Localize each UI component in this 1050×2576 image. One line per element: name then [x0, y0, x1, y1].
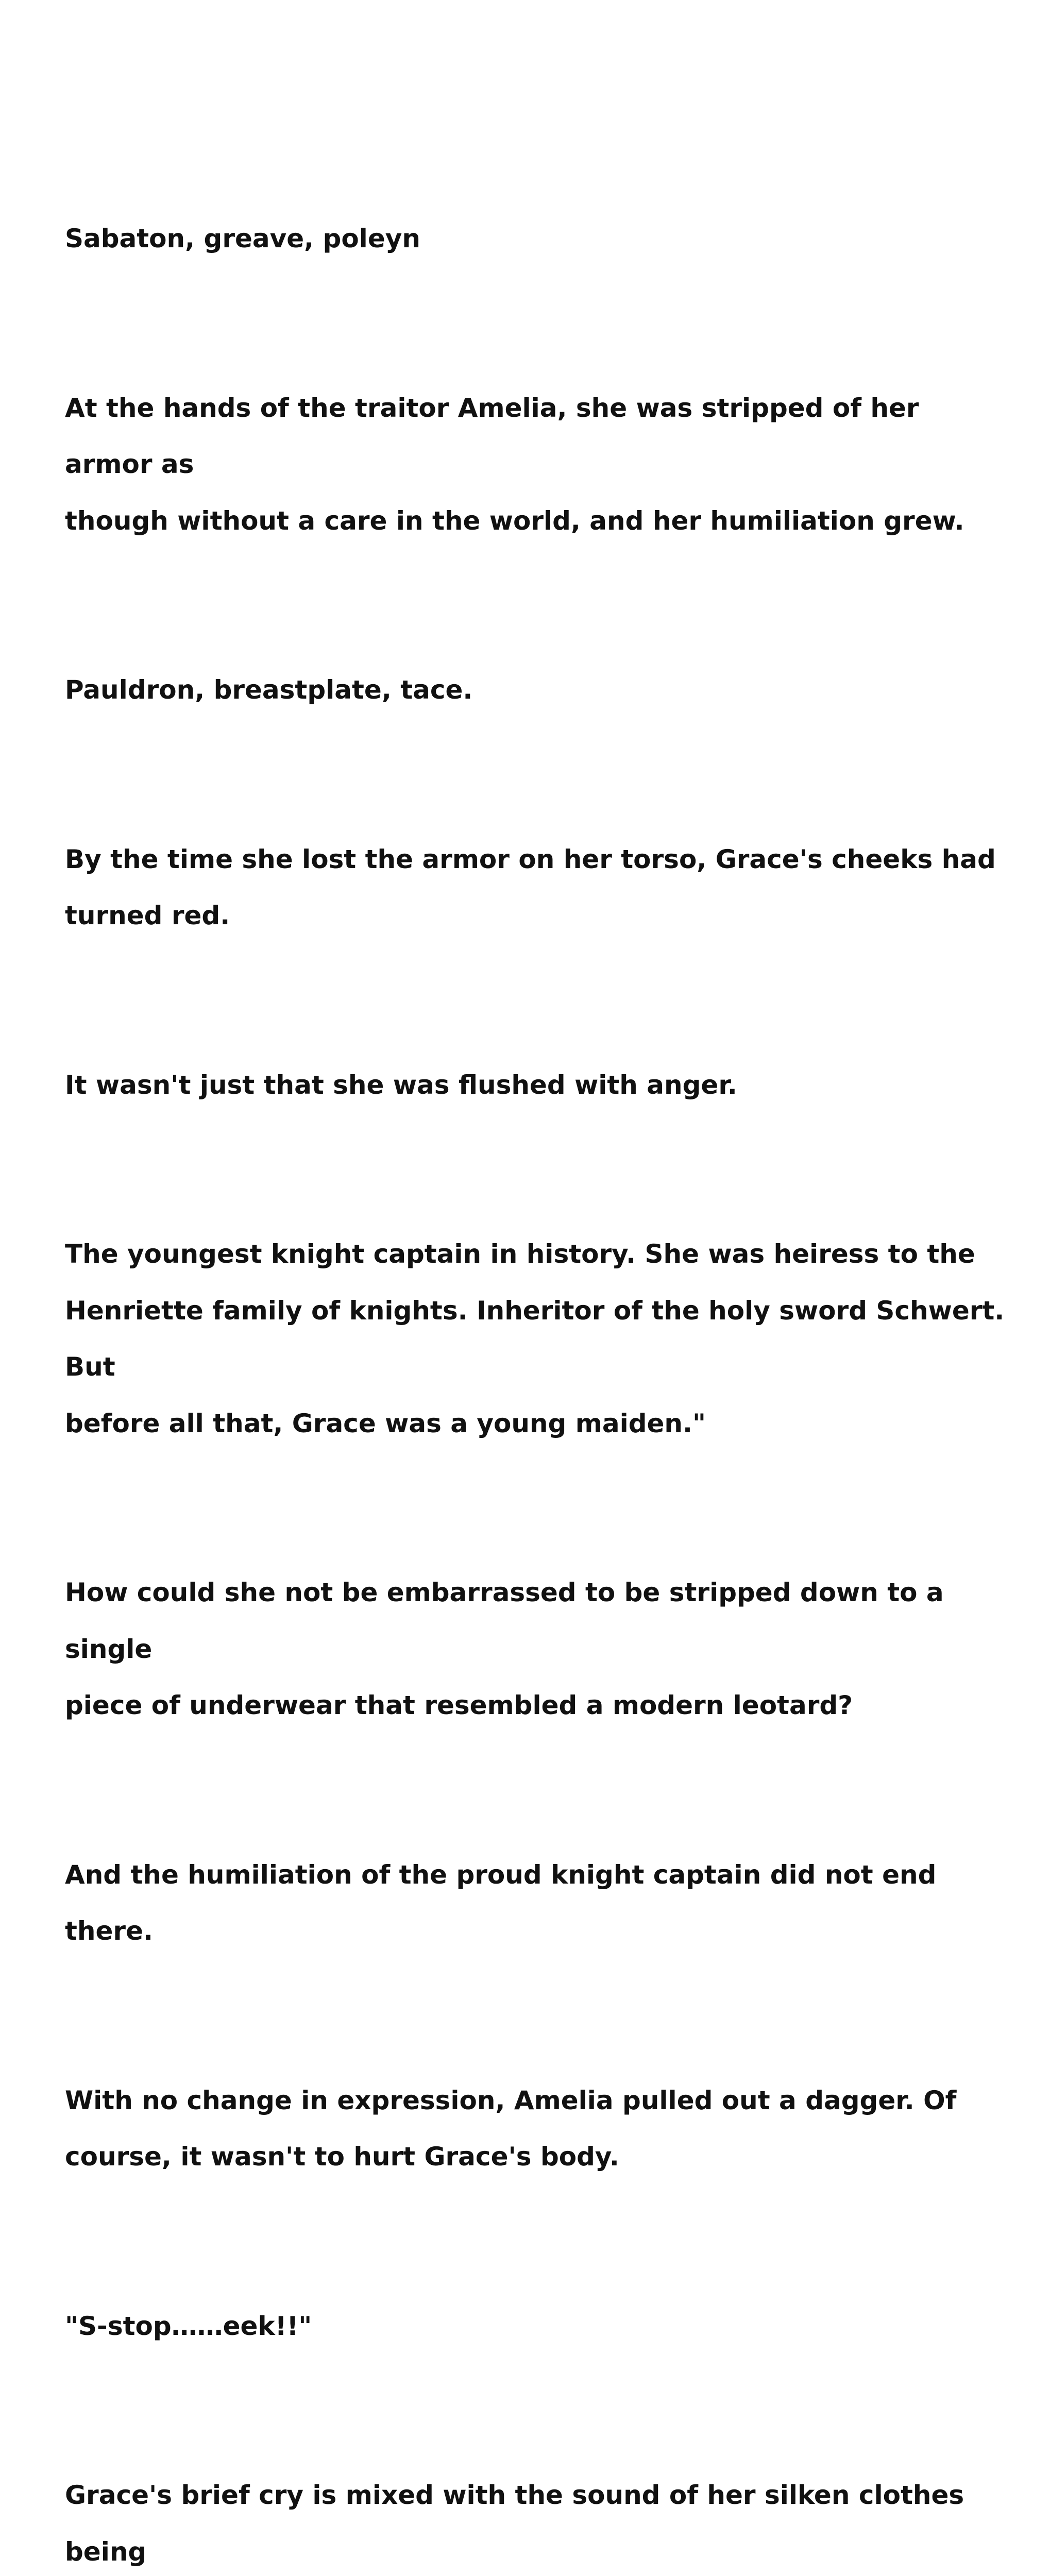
paragraph: How could she not be embarrassed to be stripped down to a single piece of underwear that resembled a modern leotard?: [65, 1578, 944, 1720]
paragraph: At the hands of the traitor Amelia, she was stripped of her armor as though without a care in the world, and her humiliation grew.: [65, 393, 964, 536]
paragraph: Sabaton, greave, poleyn: [65, 224, 420, 253]
paragraph: With no change in expression, Amelia pulled out a dagger. Of course, it wasn't to hurt Grace's body.: [65, 2085, 957, 2172]
paragraph: It wasn't just that she was flushed with anger.: [65, 1070, 737, 1100]
paragraph: The youngest knight captain in history. She was heiress to the Henriette family of knights. Inheritor of the holy sword Schwert. But before all that, Grace was a young maiden.": [65, 1239, 1005, 1438]
paragraph: By the time she lost the armor on her torso, Grace's cheeks had turned red.: [65, 844, 996, 930]
paragraph: Grace's brief cry is mixed with the sound of her silken clothes being: [65, 2480, 964, 2567]
paragraph: And the humiliation of the proud knight captain did not end there.: [65, 1859, 945, 1946]
story-text: [65, 98, 1008, 2576]
paragraph: "S-stop……eek!!": [65, 2311, 312, 2341]
paragraph: Pauldron, breastplate, tace.: [65, 675, 473, 705]
